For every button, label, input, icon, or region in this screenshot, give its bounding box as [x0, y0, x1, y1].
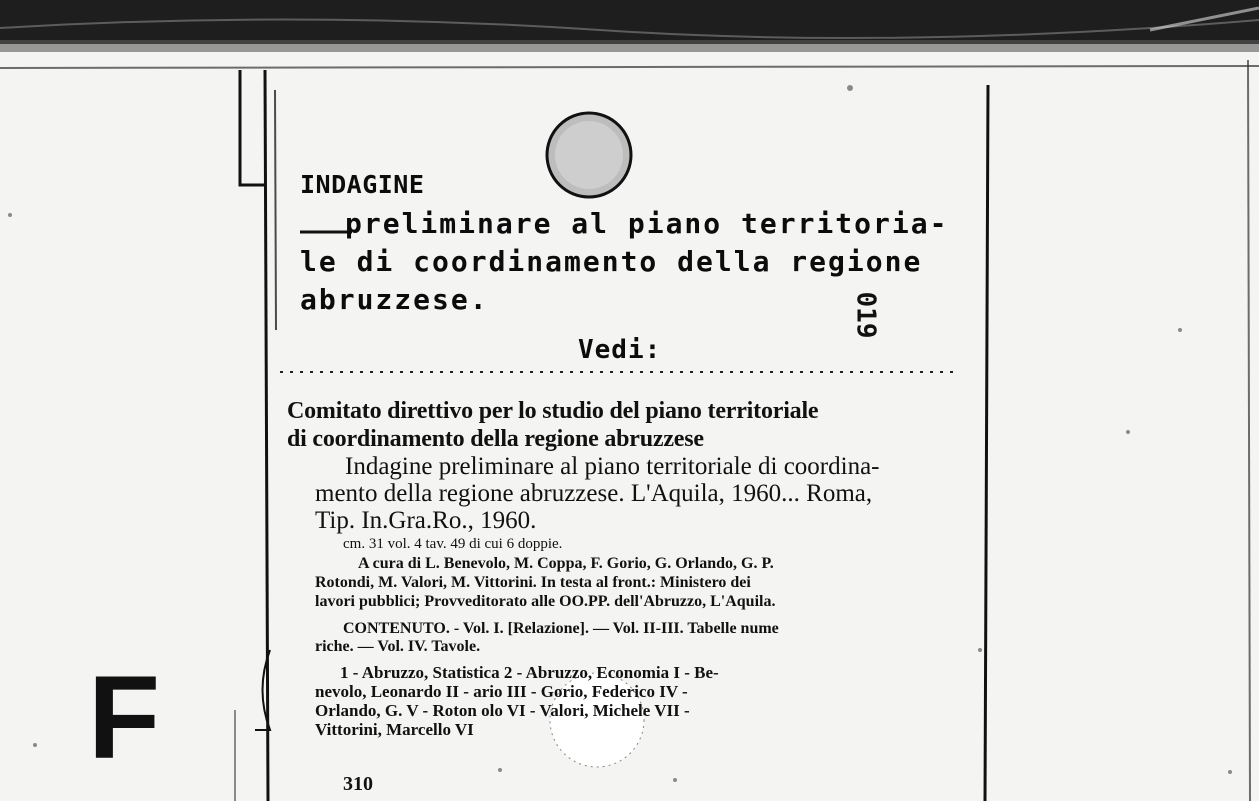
- margin-letter: F: [88, 652, 161, 784]
- typed-title-line-1: INDAGINE: [300, 170, 425, 199]
- card-heading-line-2: di coordinamento della regione abruzzese: [287, 426, 704, 452]
- card-contents-line-1: CONTENUTO. - Vol. I. [Relazione]. — Vol. II-III. Tabelle nume: [343, 620, 779, 637]
- card-note-line-3: lavori pubblici; Provveditorato alle OO.PP. dell'Abruzzo, L'Aquila.: [315, 593, 776, 610]
- see-also-label: Vedi:: [578, 335, 662, 365]
- card-heading-line-1: Comitato direttivo per lo studio del piano territoriale: [287, 398, 819, 424]
- card-subject-line-3: Orlando, G. V - Roton olo VI - Valori, Michele VII -: [315, 701, 690, 720]
- typed-title-line-3: le di coordinamento della regione: [300, 245, 923, 278]
- card-note-line-2: Rotondi, M. Valori, M. Vittorini. In testa al front.: Ministero dei: [315, 574, 751, 591]
- card-subject-line-1: 1 - Abruzzo, Statistica 2 - Abruzzo, Economia I - Be-: [340, 663, 719, 682]
- stamp-number: 019: [850, 291, 881, 339]
- card-body-line-2: mento della regione abruzzese. L'Aquila, 1960... Roma,: [315, 480, 873, 507]
- card-body-line-3: Tip. In.Gra.Ro., 1960.: [315, 507, 537, 534]
- card-body-line-1: Indagine preliminare al piano territoriale di coordina-: [345, 453, 880, 480]
- typed-title-line-2: preliminare al piano territoria-: [345, 207, 949, 240]
- typed-title-line-4: abruzzese.: [300, 283, 489, 316]
- card-subject-line-4: Vittorini, Marcello VI: [315, 720, 474, 739]
- card-subject-line-2: nevolo, Leonardo II - ario III - Gorio, Federico IV -: [315, 682, 688, 701]
- page-number: 310: [343, 773, 373, 795]
- card-contents-line-2: riche. — Vol. IV. Tavole.: [315, 638, 481, 655]
- card-note-line-1: A cura di L. Benevolo, M. Coppa, F. Gorio, G. Orlando, G. P.: [358, 555, 774, 572]
- card-physical-description: cm. 31 vol. 4 tav. 49 di cui 6 doppie.: [343, 536, 563, 552]
